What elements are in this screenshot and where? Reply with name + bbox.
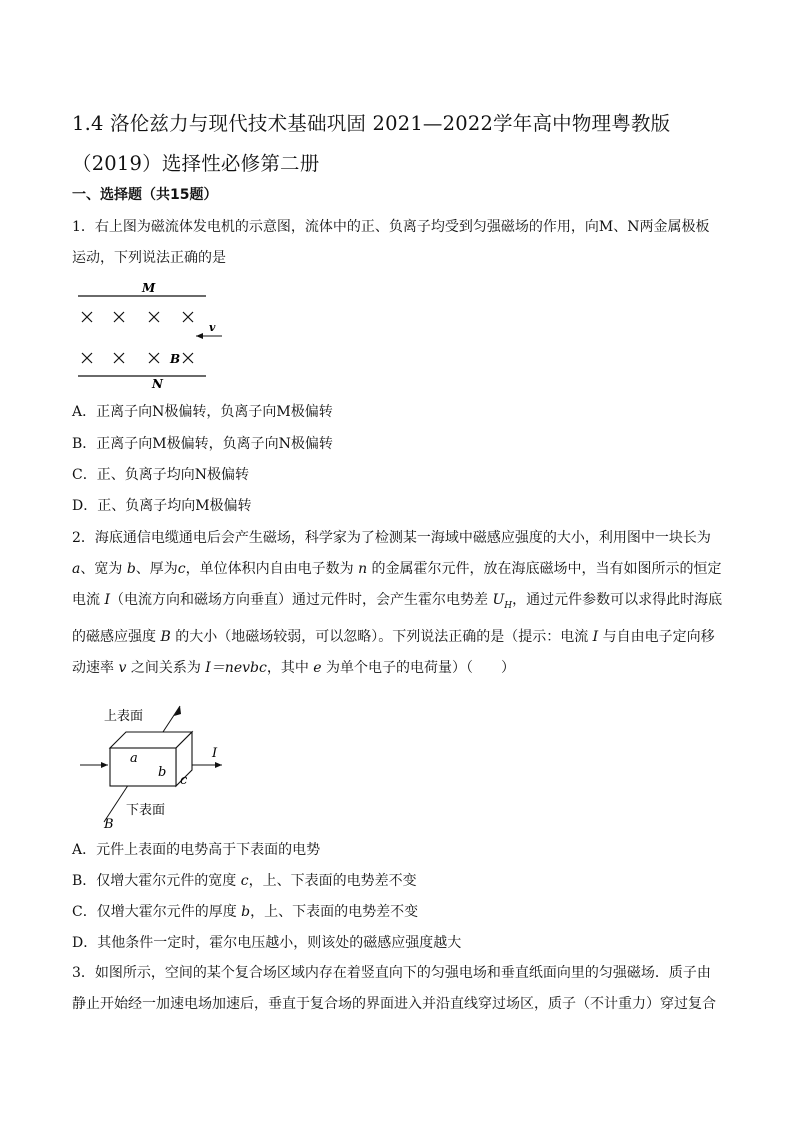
label-upper-surface: 上表面 bbox=[104, 709, 144, 724]
q1-option-c: C．正、负离子均向N极偏转 bbox=[72, 467, 249, 483]
q2-option-a: A．元件上表面的电势高于下表面的电势 bbox=[72, 842, 321, 858]
q2-line-2: a、宽为 b、厚为c，单位体积内自由电子数为 n 的金属霍尔元件，放在海底磁场中，当有如图所示的恒定 bbox=[72, 561, 722, 577]
label-m: M bbox=[142, 281, 156, 295]
b-arrowhead bbox=[174, 706, 181, 716]
q2-option-c: C．仅增大霍尔元件的厚度 b，上、下表面的电势差不变 bbox=[72, 904, 419, 920]
velocity-arrowhead bbox=[196, 333, 203, 339]
label-b-field: B bbox=[104, 817, 114, 830]
title-line-2: （2019）选择性必修第二册 bbox=[72, 152, 320, 175]
q3-line-2: 静止开始经一加速电场加速后，垂直于复合场的界面进入并沿直线穿过场区，质子（不计重力）穿过复合 bbox=[72, 996, 716, 1012]
label-c: c bbox=[180, 773, 188, 788]
label-v: v bbox=[209, 321, 216, 334]
q1-option-a: A．正离子向N极偏转，负离子向M极偏转 bbox=[72, 404, 333, 420]
label-i: I bbox=[212, 746, 218, 761]
title-line-1: 1.4 洛伦兹力与现代技术基础巩固 2021—2022学年高中物理粤教版 bbox=[72, 112, 671, 135]
current-out-arrowhead bbox=[215, 762, 222, 768]
label-lower-surface: 下表面 bbox=[126, 803, 166, 818]
question-1-stem bbox=[72, 212, 724, 274]
q1-stem-line-1: 1．右上图为磁流体发电机的示意图，流体中的正、负离子均受到匀强磁场的作用，向M、N两金属极板 bbox=[72, 219, 710, 235]
label-b: B bbox=[170, 352, 181, 366]
label-n: N bbox=[152, 377, 163, 390]
question-3-stem bbox=[72, 958, 724, 1020]
q2-line-3: 电流 I（电流方向和磁场方向垂直）通过元件时，会产生霍尔电势差 $U_H$，通过元件参数可以求得此时海底 bbox=[72, 592, 723, 611]
current-in-arrowhead bbox=[101, 762, 108, 768]
q2-line-1: 2．海底通信电缆通电后会产生磁场，科学家为了检测某一海域中磁感应强度的大小，利用图中一块长为 bbox=[72, 530, 711, 546]
q1-option-b: B．正离子向M极偏转，负离子向N极偏转 bbox=[72, 436, 333, 452]
q2-option-b: B．仅增大霍尔元件的宽度 c，上、下表面的电势差不变 bbox=[72, 873, 417, 889]
label-b-width: b bbox=[158, 765, 167, 780]
question-2-stem bbox=[72, 523, 724, 684]
label-a: a bbox=[130, 751, 138, 766]
q2-line-4: 的磁感应强度 B 的大小（地磁场较弱，可以忽略）。下列说法正确的是（提示：电流 I 与自由电子定向移 bbox=[72, 628, 715, 645]
q2-option-d: D．其他条件一定时，霍尔电压越小，则该处的磁感应强度越大 bbox=[72, 935, 462, 951]
q1-stem-line-2: 运动，下列说法正确的是 bbox=[72, 250, 226, 266]
q3-line-1: 3．如图所示，空间的某个复合场区域内存在着竖直向下的匀强电场和垂直纸面向里的匀强磁场．质子由 bbox=[72, 965, 711, 981]
q2-figure-hall-element bbox=[76, 700, 236, 830]
q1-figure bbox=[72, 278, 232, 390]
section-heading: 一、选择题（共15题） bbox=[72, 187, 218, 203]
document-title bbox=[72, 104, 732, 184]
q1-option-d: D．正、负离子均向M极偏转 bbox=[72, 498, 252, 514]
q2-line-5: 动速率 v 之间关系为 I＝nevbc，其中 e 为单个电子的电荷量）（ ） bbox=[72, 659, 516, 676]
